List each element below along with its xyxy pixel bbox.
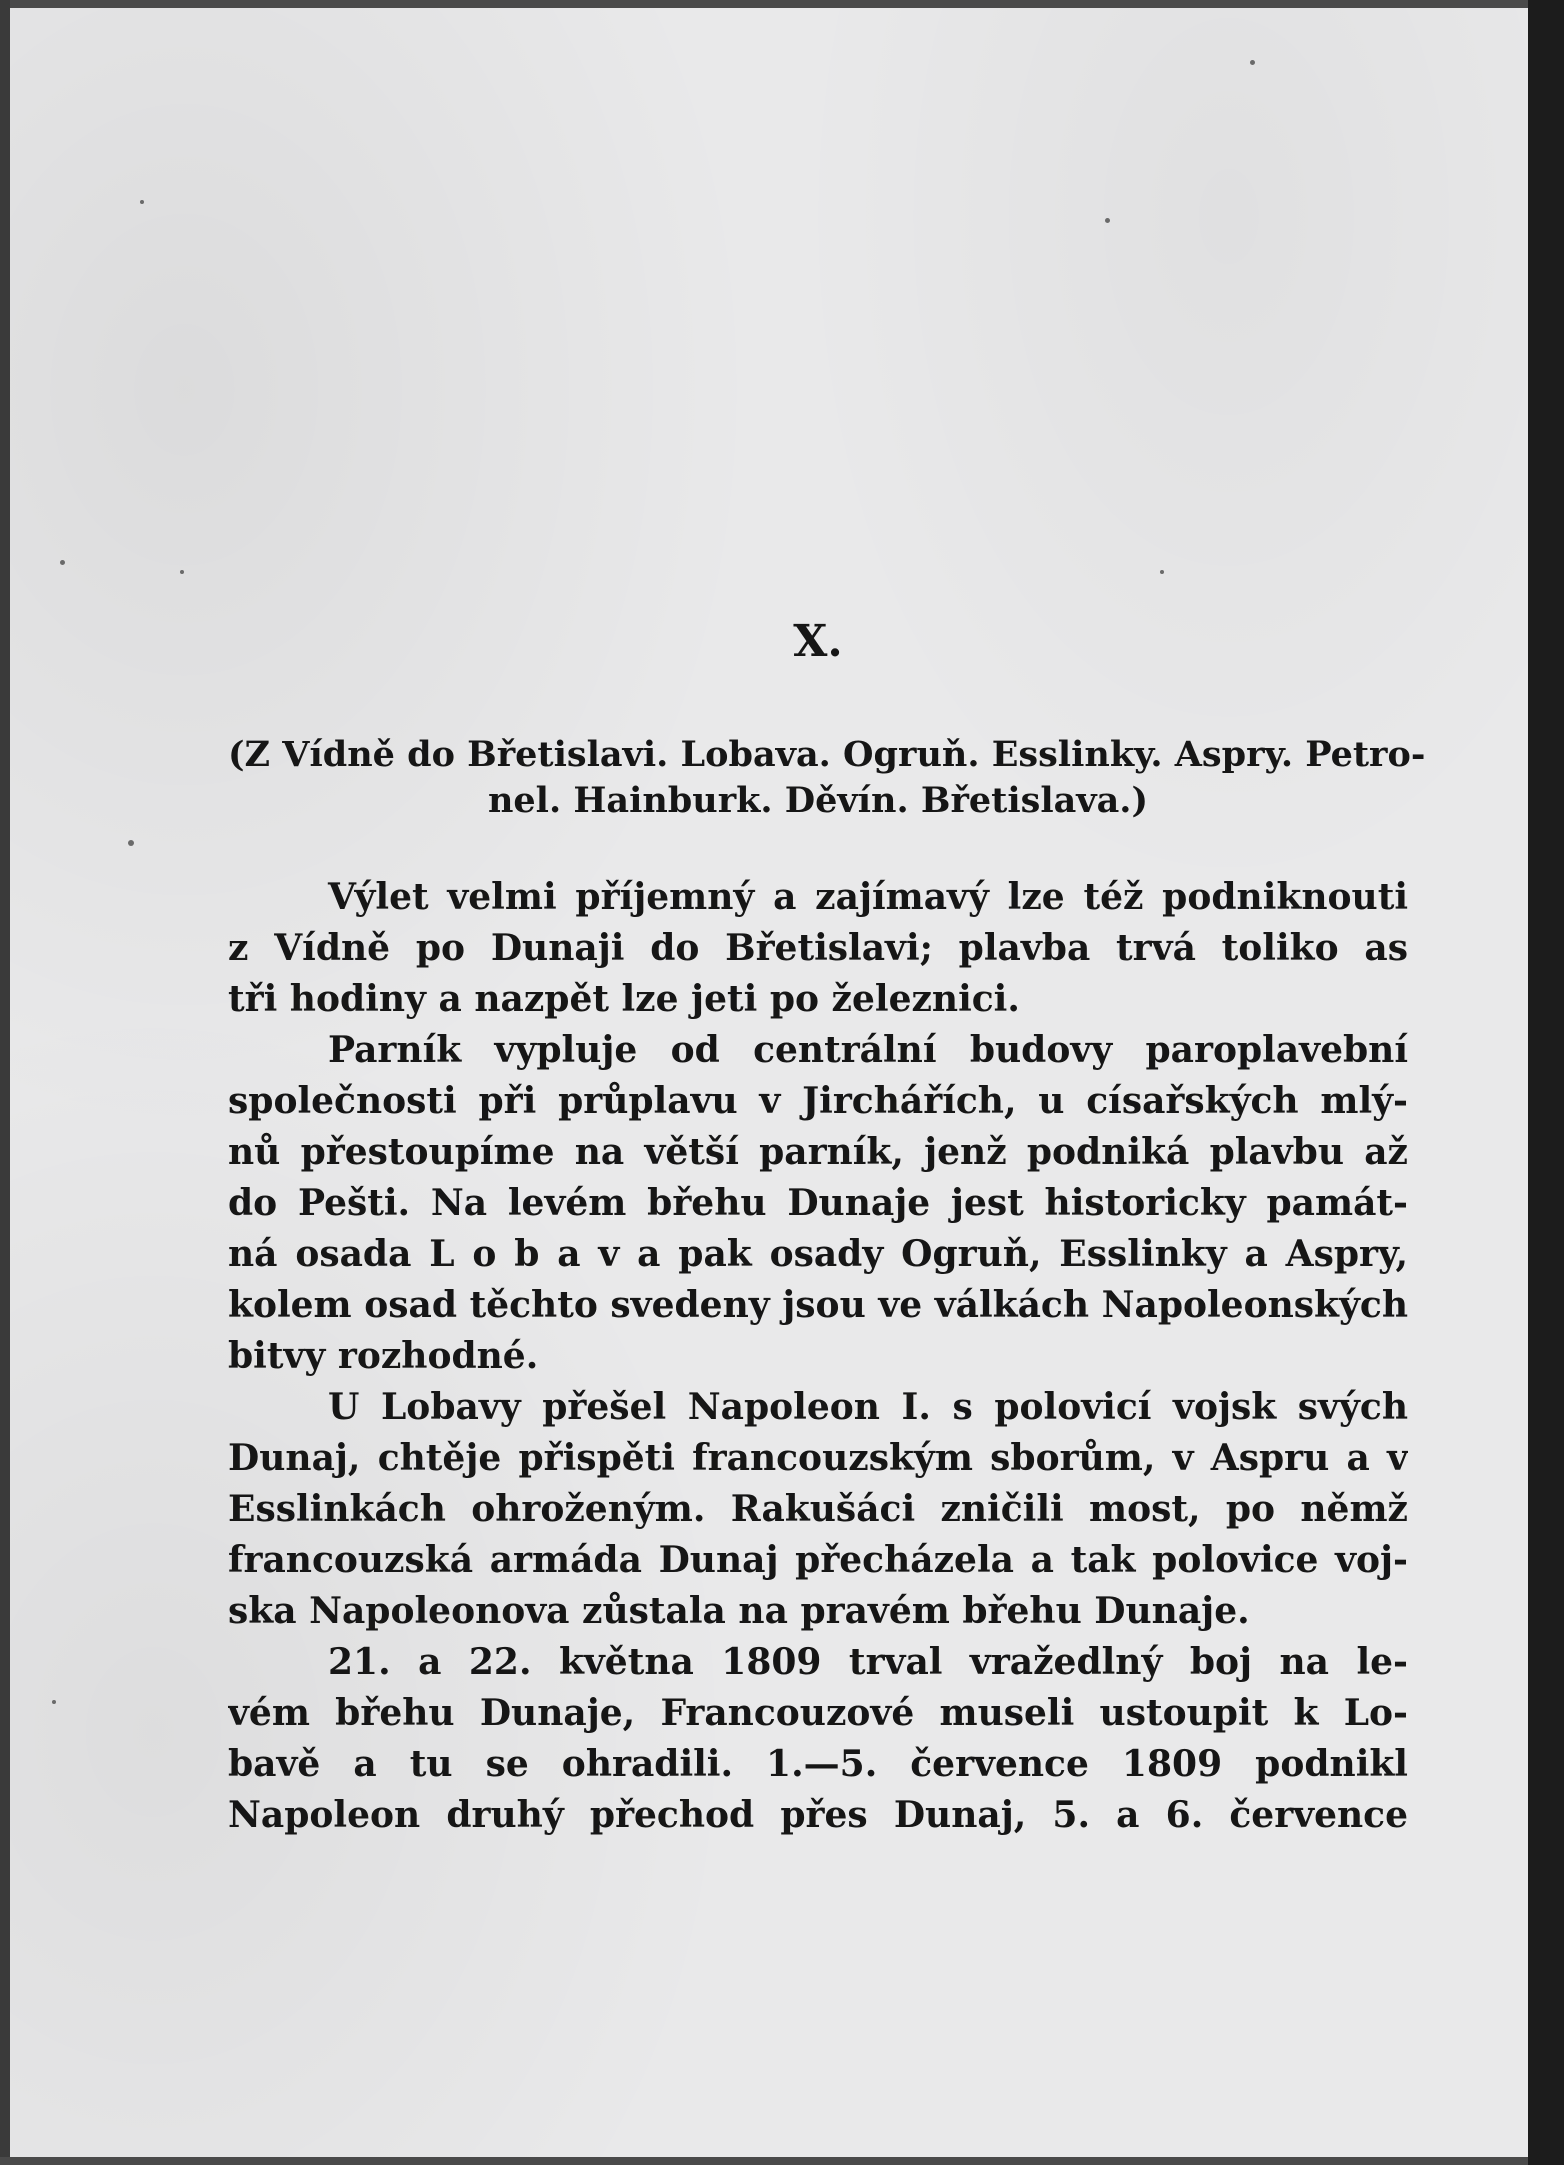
text-line: společnosti při průplavu v Jirchářích, u císařských mlý- xyxy=(228,1080,1408,1122)
paper-speck xyxy=(1160,570,1164,574)
paper-speck xyxy=(180,570,184,574)
text-line: kolem osad těchto svedeny jsou ve válkách Napoleonských xyxy=(228,1284,1408,1326)
summary-line: (Z Vídně do Břetislavi. Lobava. Ogruň. Esslinky. Aspry. Petro- xyxy=(228,734,1426,775)
text-line: Esslinkách ohroženým. Rakušáci zničili most, po němž xyxy=(228,1488,1408,1530)
scan-edge-right xyxy=(1528,0,1564,2165)
paper-speck xyxy=(1105,218,1110,223)
paper-speck xyxy=(140,200,144,204)
chapter-heading: X. xyxy=(793,616,843,667)
text-line: Dunaj, chtěje přispěti francouzským sborům, v Aspru a v xyxy=(228,1437,1408,1479)
text-line: ná osada L o b a v a pak osady Ogruň, Esslinky a Aspry, xyxy=(228,1233,1408,1275)
text-line: 21. a 22. května 1809 trval vražedlný boj na le- xyxy=(328,1641,1408,1683)
text-line: bitvy rozhodné. xyxy=(228,1335,539,1377)
paper-speck xyxy=(1250,60,1255,65)
text-line: z Vídně po Dunaji do Břetislavi; plavba trvá toliko as xyxy=(228,927,1408,969)
text-line: U Lobavy přešel Napoleon I. s polovicí vojsk svých xyxy=(328,1386,1408,1428)
text-line: tři hodiny a nazpět lze jeti po železnici. xyxy=(228,978,1020,1020)
text-line: Parník vypluje od centrální budovy paroplavební xyxy=(328,1029,1408,1071)
text-line: ska Napoleonova zůstala na pravém břehu Dunaje. xyxy=(228,1590,1250,1632)
text-line: bavě a tu se ohradili. 1.—5. července 1809 podnikl xyxy=(228,1743,1408,1785)
text-line: Výlet velmi příjemný a zajímavý lze též podniknouti xyxy=(328,876,1408,918)
text-line: Napoleon druhý přechod přes Dunaj, 5. a 6. července xyxy=(228,1794,1408,1836)
text-line: nů přestoupíme na větší parník, jenž podniká plavbu až xyxy=(228,1131,1408,1173)
paper-speck xyxy=(128,840,134,846)
chapter-summary xyxy=(228,732,1426,824)
scan-edge-bottom xyxy=(0,2157,1536,2165)
text-line: vém břehu Dunaje, Francouzové museli ustoupit k Lo- xyxy=(228,1692,1408,1734)
paper-speck xyxy=(60,560,65,565)
scan-edge-top xyxy=(0,0,1536,8)
summary-line: nel. Hainburk. Děvín. Břetislava.) xyxy=(487,780,1149,821)
text-line: francouzská armáda Dunaj přecházela a tak polovice voj- xyxy=(228,1539,1408,1581)
text-line: do Pešti. Na levém břehu Dunaje jest historicky památ- xyxy=(228,1182,1408,1224)
paper-speck xyxy=(52,1700,56,1704)
scan-edge-left xyxy=(0,0,10,2165)
body-text xyxy=(228,872,1408,1841)
